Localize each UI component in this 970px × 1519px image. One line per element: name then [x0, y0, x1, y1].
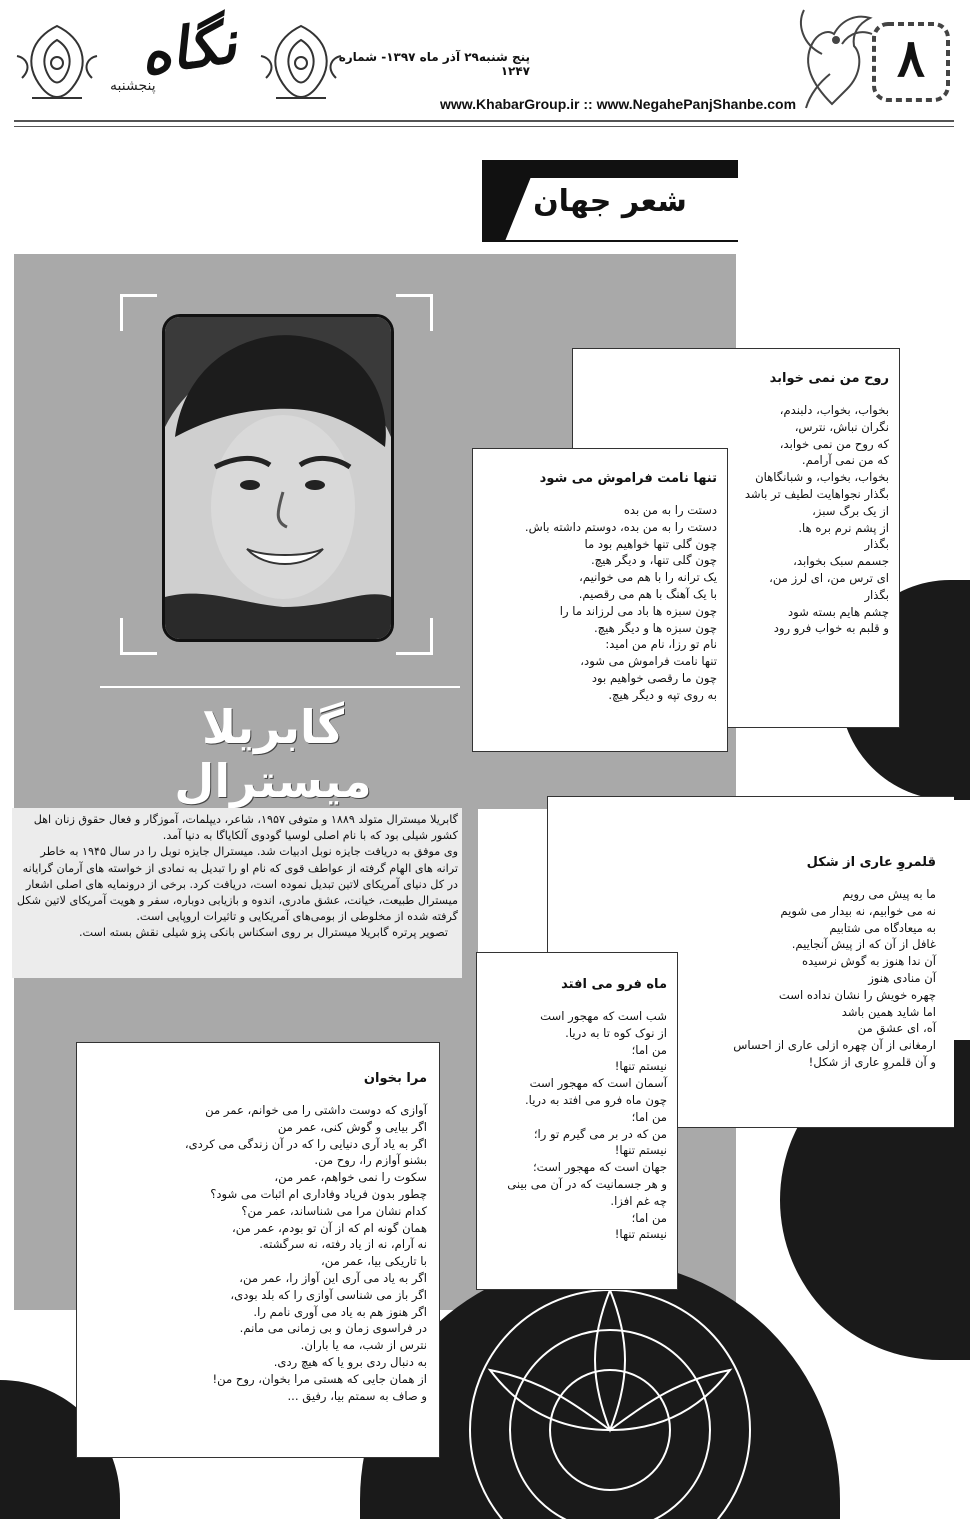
poem-line: من اما؛	[631, 1109, 667, 1124]
poem-line: چهره خویش را نشان نداده است	[778, 987, 936, 1002]
poem-line: بخواب، بخواب، دلبندم،	[779, 403, 889, 417]
poem-line: بخواب، بخواب، و شبانگاهان	[755, 470, 889, 485]
dateline: پنج شنبه۲۹ آذر ماه ۱۳۹۷- شماره ۱۲۴۷	[338, 50, 530, 78]
bio-line: تصویر پرتره گابریلا میسترال بر روی اسکناس بانکی پزو شیلی نقش بسته است.	[78, 926, 448, 940]
bio-line: وی موفق به دریافت جایزه نوبل ادبیات شد. میسترال جایزه نوبل را در سال ۱۹۴۵ به خاطر	[40, 845, 458, 859]
poem-line: یک ترانه را با هم می خوانیم،	[579, 570, 717, 585]
poem-line: و هر جسمانیت که در آن می بینی	[507, 1176, 667, 1191]
poem-line: به میعادگاه می شتابیم	[829, 920, 936, 935]
frame-corner-tr	[396, 294, 433, 331]
bio-text	[14, 812, 458, 942]
poem-line: دستت را به من بده	[623, 503, 717, 517]
frame-corner-tl	[120, 294, 157, 331]
poem-line: که من نمی آرامم.	[801, 453, 889, 468]
bio-line: در کل دنیای آمریکای لاتین تبدیل نموده است، دریافت کرد. برخی از درونمایه های اصلی اشعار	[25, 877, 458, 891]
poem-line: از همان جایی که هستی مرا بخوان، روح من!	[212, 1371, 427, 1386]
masthead	[0, 0, 970, 140]
poem-line: همان گونه ام که از آن تو بودم، عمر من،	[232, 1220, 427, 1235]
poem-line: نیستم تنها!	[614, 1227, 667, 1242]
poem-line: بگذار	[864, 537, 889, 552]
poem-line: جسمم سبک بخوابد،	[793, 554, 889, 569]
bio-line: ترانه های الهام گرفته از عواطف قوی که نام او را تبدیل به نمادی از خواسته های آرمان گرایانه	[22, 861, 458, 875]
poem-line: اگر به یاد می آری این آواز را، عمر من،	[239, 1270, 427, 1285]
poem-line: من که در بر می گیرم تو را؛	[533, 1126, 667, 1141]
logo: نگاه	[135, 7, 241, 89]
poem-line: بگذار	[864, 587, 889, 602]
poem-line: آوازی که دوست داشتی را می خوانم، عمر من	[205, 1103, 427, 1117]
poem-title: قلمروِ عاری از شکل	[806, 855, 936, 870]
poem-line: نام تو رزا، نام من امید:	[605, 637, 717, 652]
mandala-bottom-icon	[430, 1250, 790, 1519]
header-rule-top	[14, 120, 954, 122]
bio-line: میسترال طبیعت، خیانت، عشق مادری، اندوه و بازیابی دوباره، سفر و هویت آمریکای لاتین شکل	[16, 894, 458, 908]
poem-line: بگذار نجواهایت لطیف تر باشد	[744, 486, 889, 501]
ornament-left-icon	[12, 18, 102, 108]
poem-title: تنها نامت فراموش می شود	[539, 471, 717, 486]
poem-line: اگر هنوز هم به یاد می آوری نامم را.	[253, 1304, 427, 1319]
poem-title: ماه فرو می افتد	[561, 977, 667, 992]
poem-line: اگر به یاد آری دنیایی را که در آن زندگی می کردی،	[184, 1136, 427, 1151]
poem-line: بشنو آوازم را، روح من.	[314, 1153, 427, 1168]
poem-line: با تاریکی بیا، عمر من،	[321, 1254, 427, 1269]
poem-line: چون ماه فرو می افتد به دریا.	[524, 1092, 667, 1107]
page-number: ۸	[897, 28, 925, 89]
poem-line: من اما؛	[631, 1042, 667, 1057]
phoenix-icon	[792, 4, 876, 116]
poet-photo	[162, 314, 394, 642]
poem-line: چون سبزه ها باد می لرزاند ما را	[559, 603, 717, 618]
poet-name: گابریلا میسترال	[174, 700, 372, 808]
poem-line: آسمان است که مهجور است	[529, 1076, 667, 1091]
poem-line: چون ما رقصی خواهیم بود	[591, 670, 717, 685]
poem-line: کدام نشان مرا می شناساند، عمر من؟	[241, 1203, 427, 1218]
poem-card-mah	[476, 952, 678, 1290]
poem-line: به دنبال ردی برو یا که هیچ ردی.	[273, 1354, 427, 1369]
poem-line: چون سبزه ها و دیگر هیچ.	[594, 620, 717, 635]
poem-line: نترس از شب، مه یا باران.	[300, 1338, 427, 1353]
poem-line: از یک برگ سبز،	[812, 503, 889, 518]
poem-card-tanha	[472, 448, 728, 752]
poem-line: نیستم تنها!	[614, 1059, 667, 1074]
poem-line: چه غم افزا.	[610, 1193, 667, 1208]
header-rule-bottom	[14, 126, 954, 127]
logo-subtitle: پنجشنبه	[110, 78, 156, 94]
frame-corner-bl	[120, 618, 157, 655]
poem-line: آه، ای عشق من	[857, 1021, 936, 1036]
poem-line: به روی تپه و دیگر هیچ.	[608, 687, 717, 702]
poem-line: آن ندا هنوز به گوش نرسیده	[802, 954, 936, 969]
bio-line: گابریلا میسترال متولد ۱۸۸۹ و متوفی ۱۹۵۷، شاعر، دیپلمات، آموزگار و فعال حقوق زنان اهل	[33, 813, 458, 826]
bio-line: کشور شیلی بود که با نام اصلی لوسیا گودوی آلکایاگا به دنیا آمد.	[162, 829, 458, 843]
poem-line: دستت را به من بده، دوستم داشته باش.	[524, 519, 717, 534]
poem-line: آن منادی هنوز	[868, 970, 936, 985]
poem-line: و آن قلمروِ عاری از شکل!	[808, 1054, 936, 1069]
poem-line: در فراسوی زمان و بی زمانی می مانم.	[239, 1321, 427, 1336]
poem-card-mara	[76, 1042, 440, 1458]
section-title: شعر جهان	[533, 184, 687, 219]
poem-line: من اما؛	[631, 1210, 667, 1225]
poem-line: چون گلی تنها خواهیم بود ما	[584, 536, 717, 551]
poem-line: شب است که مهجور است	[540, 1009, 667, 1023]
frame-corner-br	[396, 618, 433, 655]
poem-line: از نوک کوه تا به دریا.	[565, 1025, 667, 1040]
poem-line: چشم هایم بسته شود	[787, 604, 889, 619]
poem-line: جهان است که مهجور است؛	[533, 1160, 667, 1175]
poem-line: اگر باز می شناسی آوازی را که بلد بودی،	[230, 1287, 427, 1302]
poem-line: و صاف به سمتم بیا، رفیق ...	[287, 1388, 427, 1403]
poem-line: چون گلی تنها، و دیگر هیچ.	[590, 553, 717, 568]
poem-line: چطور بدون فریاد وفاداری ام اثبات می شود؟	[210, 1186, 427, 1201]
poet-portrait-icon	[165, 317, 391, 639]
poem-line: ارمغانی از آن چهره ازلی عاری از احساس	[733, 1038, 936, 1053]
poem-line: نه آرام، نه از یاد رفته، نه سرگشته.	[259, 1237, 427, 1252]
poem-line: نگران نباش، نترس،	[794, 419, 889, 434]
poem-line: که روح من نمی خوابد،	[779, 436, 889, 451]
poem-line: ای ترس من، ای لرز من،	[769, 570, 889, 585]
poem-line: با یک آهنگ با هم می رقصیم.	[578, 586, 717, 601]
bio-line: گرفته شده از مخلوطی از بومی‌های آمریکایی و تاثیرات اروپایی است.	[136, 910, 458, 924]
poem-line: نیستم تنها!	[614, 1143, 667, 1158]
poem-line: اگر بیایی و گوش کنی، عمر من	[277, 1119, 427, 1134]
poem-line: نه می خوابیم، نه بیدار می شویم	[780, 903, 936, 918]
poem-line: تنها نامت فراموش می شود،	[580, 654, 717, 669]
poem-title: مرا بخوان	[363, 1071, 427, 1086]
poem-line: از پشم نرم بره ها.	[798, 520, 889, 535]
poem-line: سکوت را نمی خواهم، عمر من،	[274, 1170, 427, 1185]
poem-line: غافل از آن که از پیش آنجاییم.	[791, 937, 936, 952]
poem-line: و قلبم به خواب فرو رود	[773, 621, 889, 636]
website-links[interactable]: www.KhabarGroup.ir :: www.NegahePanjShanbe.com	[440, 96, 797, 112]
poem-line: اما شاید همین باشد	[841, 1004, 936, 1019]
name-divider	[100, 686, 460, 688]
poem-title: روح من نمی خوابد	[769, 371, 889, 386]
poem-line: ما به پیش می رویم	[842, 887, 936, 901]
